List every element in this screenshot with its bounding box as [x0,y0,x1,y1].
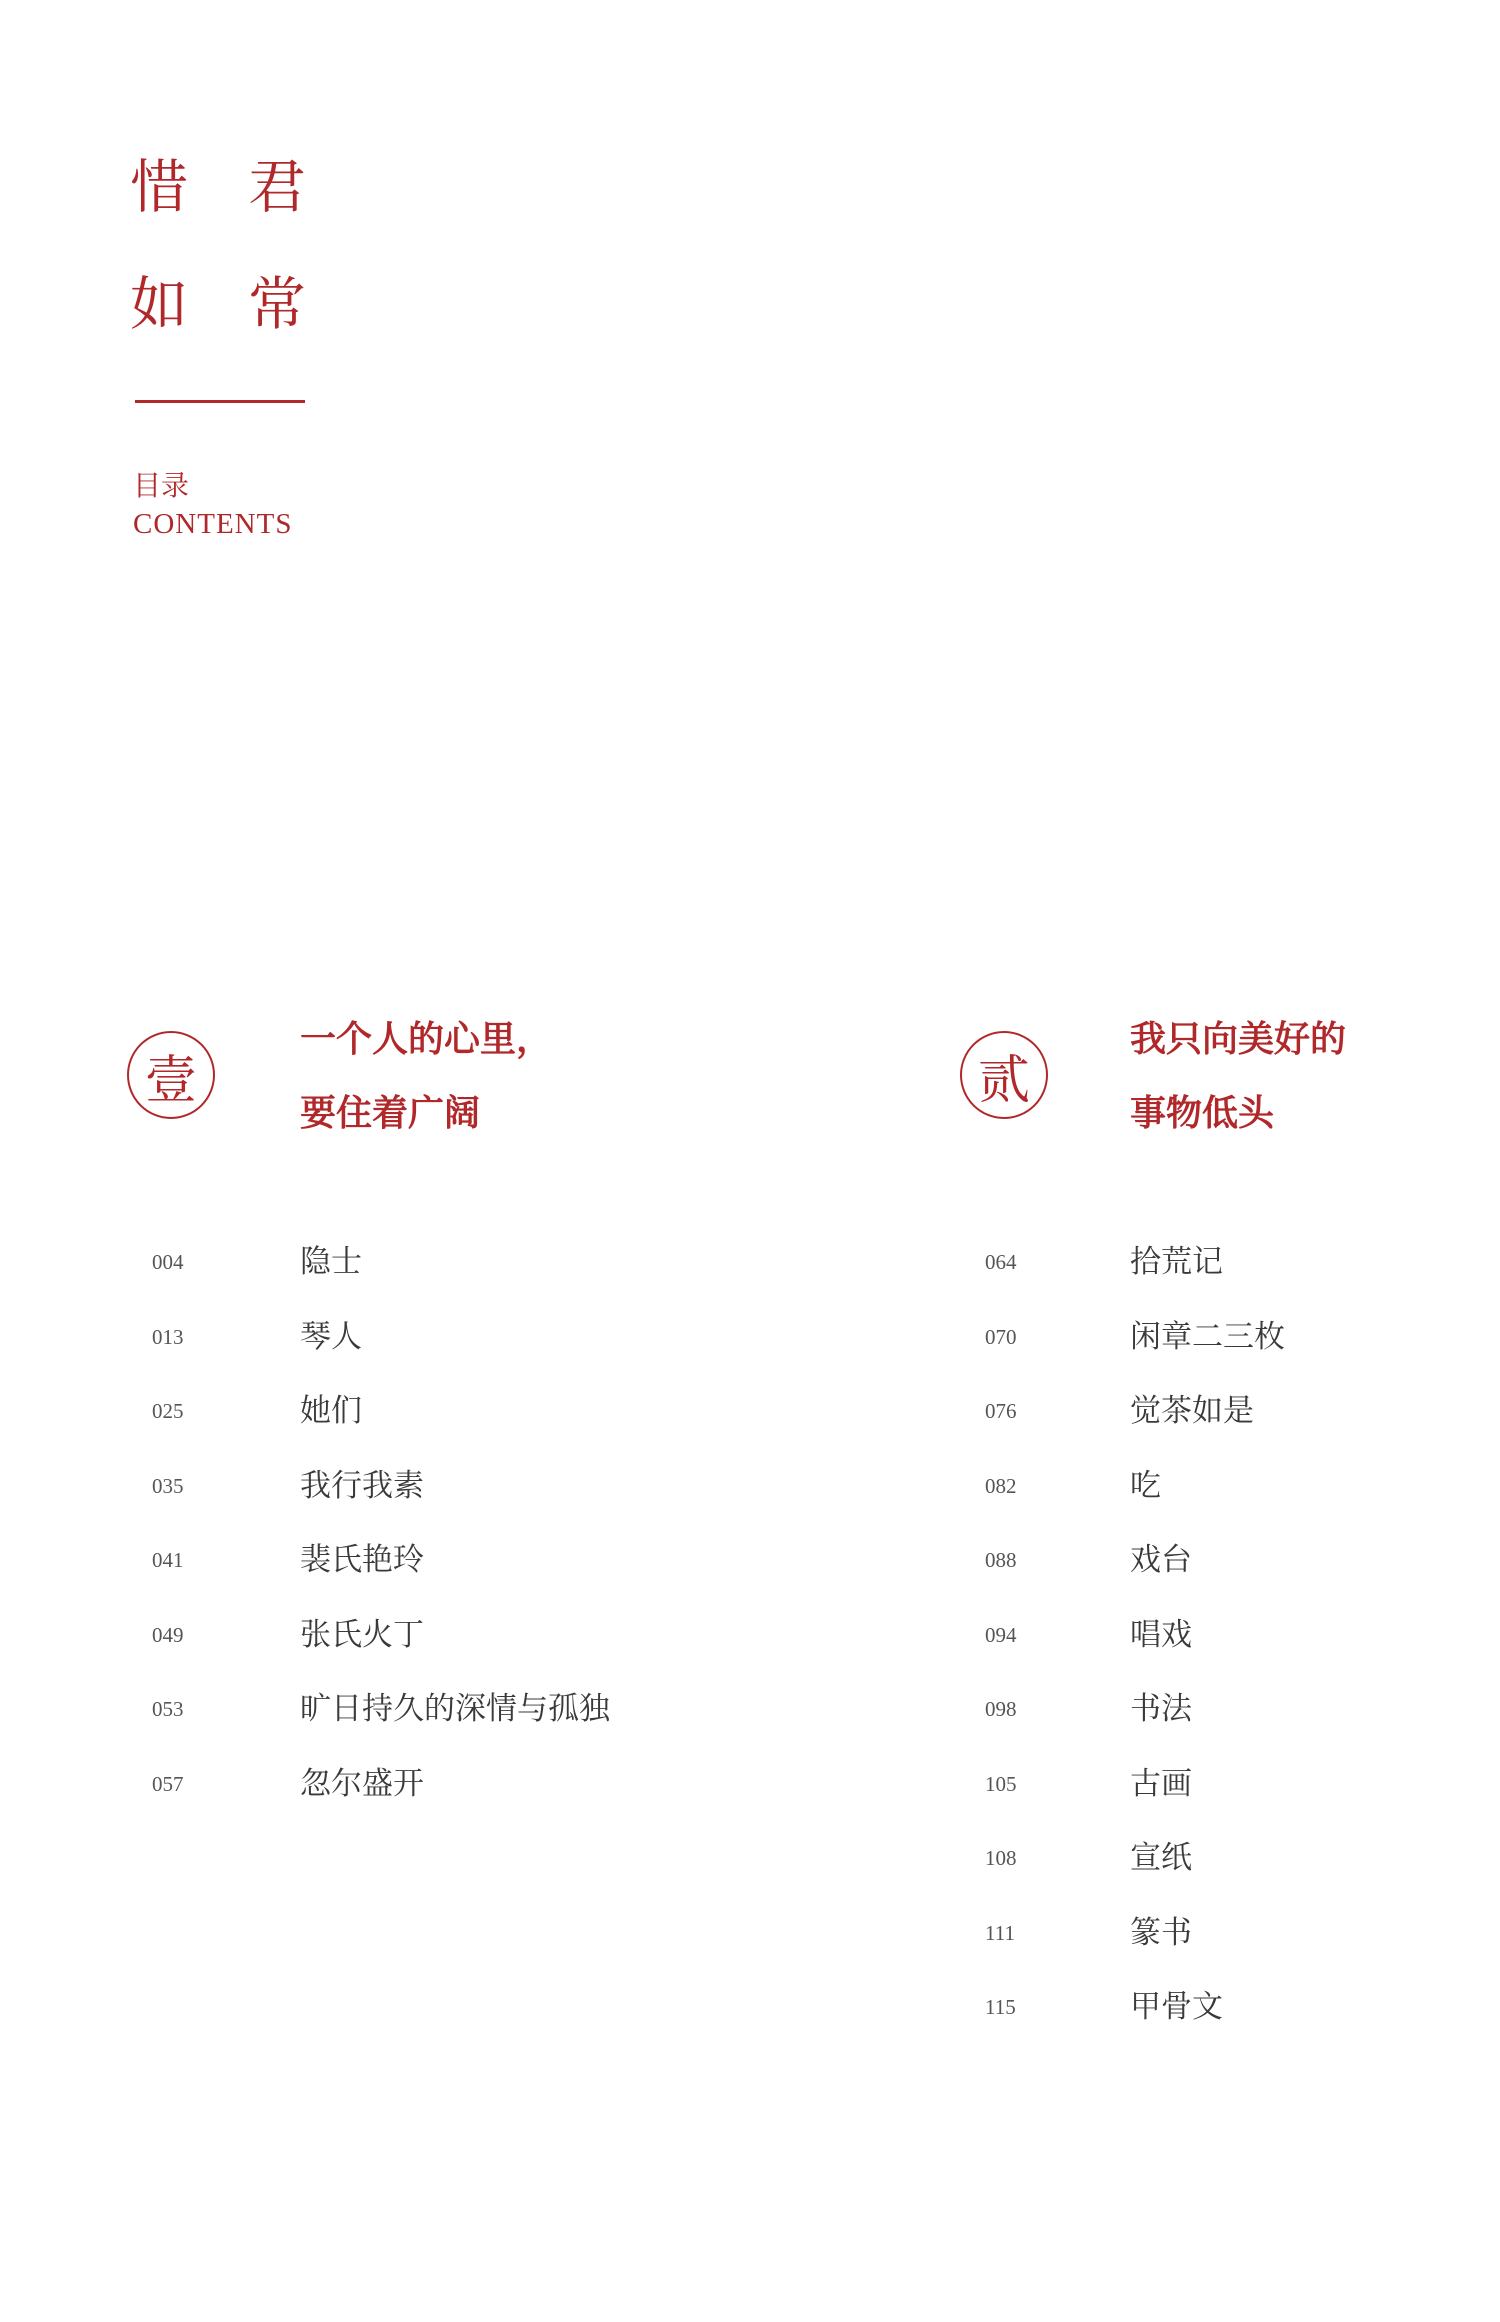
toc-entry-title: 张氏火丁 [300,1616,424,1653]
toc-page-number: 004 [152,1250,184,1274]
toc-page-number: 098 [985,1697,1017,1721]
toc-page-number: 025 [152,1399,184,1423]
toc-page-number: 049 [152,1622,184,1647]
toc-page-number: 057 [152,1771,184,1796]
toc-entry[interactable] [985,1821,1465,1896]
toc-entry-title: 觉茶如是 [1130,1393,1254,1429]
toc-entry[interactable] [152,1449,712,1524]
book-title-char: 君 [248,153,307,221]
toc-entry[interactable] [152,1672,712,1747]
toc-page-number: 053 [152,1697,184,1721]
toc-page-number: 064 [985,1250,1017,1274]
section-2-entry-list [985,1225,1465,2045]
section-1-title-line2: 要住着广阔 [300,1092,481,1134]
toc-entry[interactable] [985,1523,1465,1598]
toc-entry[interactable] [152,1747,712,1822]
toc-entry-title: 书法 [1130,1691,1192,1727]
toc-entry-title: 甲骨文 [1130,1989,1223,2025]
toc-entry[interactable] [985,1374,1465,1449]
toc-entry-title: 隐士 [300,1244,362,1280]
toc-entry-title: 旷日持久的深情与孤独 [300,1691,610,1727]
toc-entry[interactable] [152,1598,712,1673]
toc-page-number: 041 [152,1548,184,1572]
toc-page-number: 070 [985,1324,1017,1349]
toc-entry-title: 琴人 [300,1318,362,1355]
toc-entry[interactable] [985,1300,1465,1375]
toc-entry-title: 唱戏 [1130,1616,1192,1653]
toc-page-number: 108 [985,1846,1017,1870]
book-title-char: 惜 [130,153,189,221]
section-1-badge: 壹 [127,1031,215,1119]
toc-entry-title: 吃 [1130,1467,1161,1504]
section-1-title-line1: 一个人的心里， [300,1018,553,1060]
toc-page-number: 111 [985,1920,1015,1945]
section-2-title-line2: 事物低头 [1130,1092,1275,1134]
toc-entry-title: 我行我素 [300,1467,424,1504]
contents-label-cn: 目录 [133,469,190,502]
toc-entry-title: 她们 [300,1393,362,1429]
title-divider [135,400,305,403]
toc-entry-title: 宣纸 [1130,1840,1192,1876]
section-1-entry-list [152,1225,712,1821]
toc-page-number: 013 [152,1324,184,1349]
book-title-char: 常 [248,270,307,338]
toc-entry-title: 篆书 [1130,1914,1192,1951]
toc-entry[interactable] [985,1747,1465,1822]
toc-page-number: 115 [985,1995,1016,2019]
toc-page-number: 082 [985,1473,1017,1498]
contents-label-en: CONTENTS [133,508,293,540]
toc-entry-title: 裴氏艳玲 [300,1542,424,1578]
toc-page-number: 076 [985,1399,1017,1423]
toc-entry-title: 戏台 [1130,1542,1192,1578]
toc-page-number: 105 [985,1771,1017,1796]
toc-entry[interactable] [985,1896,1465,1971]
toc-entry[interactable] [985,1598,1465,1673]
toc-entry-title: 忽尔盛开 [300,1765,424,1802]
toc-page-number: 094 [985,1622,1017,1647]
toc-entry[interactable] [985,1449,1465,1524]
toc-entry-title: 拾荒记 [1130,1244,1223,1280]
toc-entry-title: 闲章二三枚 [1130,1318,1285,1355]
toc-page-number: 035 [152,1473,184,1498]
toc-entry[interactable] [985,1225,1465,1300]
section-2-title-line1: 我只向美好的 [1130,1018,1347,1060]
toc-entry[interactable] [985,1672,1465,1747]
toc-page-number: 088 [985,1548,1017,1572]
book-title-char: 如 [130,270,189,338]
toc-entry[interactable] [152,1523,712,1598]
section-2-badge: 贰 [960,1031,1048,1119]
toc-entry[interactable] [152,1374,712,1449]
toc-entry[interactable] [985,1970,1465,2045]
toc-entry-title: 古画 [1130,1765,1192,1802]
toc-entry[interactable] [152,1225,712,1300]
toc-entry[interactable] [152,1300,712,1375]
